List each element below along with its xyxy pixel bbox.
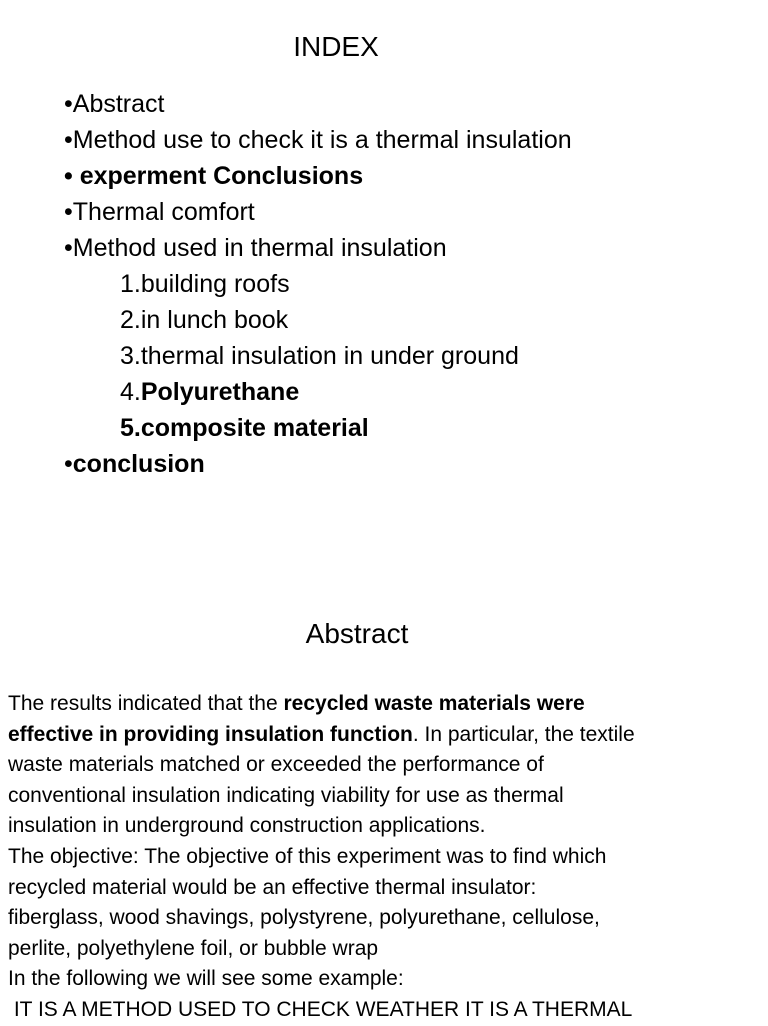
abstract-line: waste materials matched or exceeded the performance of (8, 753, 544, 777)
bullet: • (64, 198, 73, 226)
subitem-number: 1. (120, 270, 141, 298)
index-item-thermal-comfort (64, 194, 572, 230)
index-item-label: Thermal comfort (72, 198, 255, 226)
abstract-text: The results indicated that the (8, 692, 284, 715)
abstract-line: recycled material would be an effective thermal insulator: (8, 875, 537, 899)
abstract-text: . In particular, the textile (412, 722, 635, 746)
index-item-abstract (64, 86, 572, 122)
abstract-objective-line: The objective: The objective of this experiment was to find which (8, 844, 607, 868)
subitem-label: Polyurethane (140, 378, 300, 406)
abstract-title: Abstract (305, 618, 409, 649)
abstract-line: conventional insulation indicating viability for use as thermal (8, 783, 564, 807)
index-item-label: Abstract (72, 90, 165, 118)
abstract-line: fiberglass, wood shavings, polystyrene, polyurethane, cellulose, (8, 906, 600, 930)
abstract-slide (0, 600, 768, 1024)
bullet: • (64, 162, 80, 190)
index-subitem-composite-material (64, 410, 572, 446)
abstract-bold-text: effective in providing insulation function (8, 722, 413, 746)
bullet: • (64, 450, 73, 478)
subitem-number: 4. (120, 378, 141, 406)
subitem-number: 3. (120, 342, 141, 370)
abstract-bold-text: recycled waste materials were (283, 692, 585, 715)
abstract-line: In the following we will see some example: (8, 967, 404, 991)
index-item-conclusion (64, 446, 572, 482)
abstract-line (8, 689, 758, 720)
bullet: • (64, 126, 73, 154)
index-item-label: conclusion (72, 450, 205, 478)
index-item-method-used (64, 230, 572, 266)
abstract-line: perlite, polyethylene foil, or bubble wrap (8, 936, 379, 960)
bullet: • (64, 234, 73, 262)
subitem-label: thermal insulation in under ground (140, 342, 519, 370)
bullet: • (64, 90, 73, 118)
abstract-line (8, 720, 758, 751)
index-subitem-building-roofs (64, 266, 572, 302)
index-item-label: Method used in thermal insulation (72, 234, 447, 262)
subitem-label: composite material (140, 414, 369, 442)
abstract-line: insulation in underground construction applications. (8, 814, 486, 838)
subitem-label: in lunch book (140, 306, 289, 334)
index-list (64, 86, 572, 482)
index-item-experiment-conclusions (64, 158, 572, 194)
abstract-line: IT IS A METHOD USED TO CHECK WEATHER IT IS A THERMAL (8, 997, 633, 1021)
abstract-body (8, 689, 758, 1026)
index-subitem-under-ground (64, 338, 572, 374)
subitem-number: 2. (120, 306, 141, 334)
subitem-number: 5. (120, 414, 141, 442)
index-item-method-check (64, 122, 572, 158)
index-subitem-polyurethane (64, 374, 572, 410)
index-item-label: Method use to check it is a thermal insulation (72, 126, 572, 154)
index-title: INDEX (293, 31, 379, 62)
index-subitem-lunch-book (64, 302, 572, 338)
subitem-label: building roofs (140, 270, 290, 298)
index-item-label: experment Conclusions (79, 162, 364, 190)
